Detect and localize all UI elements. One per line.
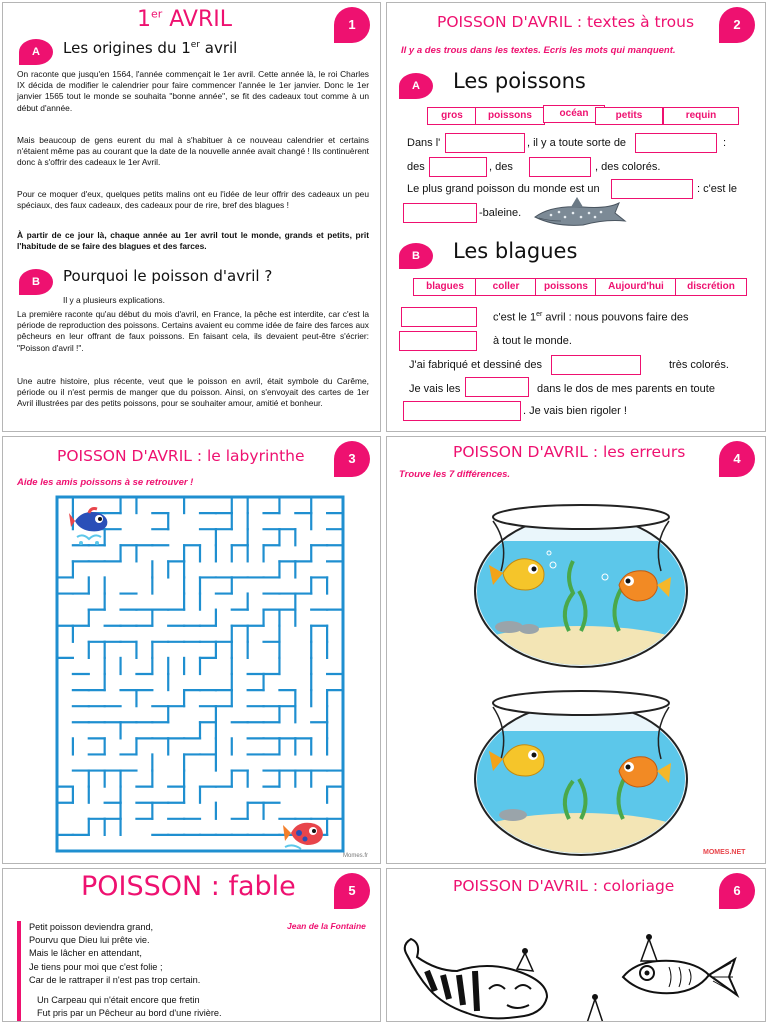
word-chip: Aujourd'hui [595,278,677,296]
answer-blank[interactable] [403,203,477,223]
sentence-text: J'ai fabriqué et dessiné des [409,359,542,371]
whale-shark-illustration [531,195,627,235]
section-title-origins: Les origines du 1er avril [63,39,238,57]
sentence-text: -baleine. [479,207,522,219]
page-title: POISSON D'AVRIL : textes à trous [437,13,695,31]
answer-blank[interactable] [403,401,521,421]
panel-number-badge: 3 [334,441,370,477]
why-fish-intro: Il y a plusieurs explications. [63,295,165,305]
section-badge-a: A [399,73,433,99]
instruction: Aide les amis poissons à se retrouver ! [17,477,194,488]
origins-paragraph-2: Mais beaucoup de gens eurent du mal à s'habituer à ce nouveau calendrier et certains n'étaient même pas au courant que la date de la nouvelle année avait changé ! Ils continuèrent donc à s'offrir des cadeaux le 1er Avril. [17,135,369,168]
panel-maze [2,436,381,864]
author: Jean de la Fontaine [287,921,366,931]
instruction: Il y a des trous dans les textes. Ecris les mots qui manquent. [401,45,676,56]
credit: Momes.fr [343,853,369,859]
origins-bold-paragraph: À partir de ce jour là, chaque année au 1er avril tout le monde, grands et petits, prit l'habitude de se faire des blagues et des farces. [17,230,369,252]
sentence-text: , des [489,161,513,173]
word-chip: poissons [475,107,545,125]
panel-number-badge: 1 [334,7,370,43]
section-title-fish: Les poissons [453,69,586,93]
page-title: POISSON D'AVRIL : le labyrinthe [57,447,305,465]
red-fish-icon [283,813,329,853]
fishbowl-bottom [469,673,693,864]
sentence-text: , des colorés. [595,161,661,173]
why-fish-paragraph-2: Une autre histoire, plus récente, veut que le poisson en avril, était symbole du Carême, période ou il n'est permis de manger que du poisson. Ainsi, on s'envoyait des cartes de 1er Avril illustrées par des petits poissons, pour se souhaiter amour, amitié et bonheur. [17,376,369,409]
instruction: Trouve les 7 différences. [399,469,511,480]
answer-blank[interactable] [429,157,487,177]
sentence-text: . Je vais bien rigoler ! [523,405,627,417]
sentence-text: c'est le 1er avril : nous pouvons faire des [493,311,689,324]
answer-blank[interactable] [529,157,591,177]
sentence-text: Le plus grand poisson du monde est un [407,183,600,195]
section-title-why-fish: Pourquoi le poisson d'avril ? [63,267,273,285]
striped-fish-drawing [397,931,587,1022]
panel-fill-in-blanks [386,2,766,432]
sentence-text: Dans l' [407,137,441,149]
panel-number-badge: 5 [334,873,370,909]
word-chip: océan [543,105,605,123]
fishbowl-top [469,481,693,673]
origins-paragraph: On raconte que jusqu'en 1564, l'année commençait le 1er avril. Cette année là, le roi Charles IX décida de modifier le calendrier pour faire commencer l'année le 1er janvier. Donc le 1er janvier 1565 tout le monde se souhaita "bonne année", se fit des cadeaux tout comme à un début d'année. [17,69,369,113]
panel-number-badge: 4 [719,441,755,477]
answer-blank[interactable] [635,133,717,153]
sentence-text: dans le dos de mes parents en toute [537,383,715,395]
panel-number-badge: 6 [719,873,755,909]
answer-blank[interactable] [401,307,477,327]
credit: MOMES.NET [703,849,746,856]
party-hat-drawing [583,993,607,1022]
word-chip: gros [427,107,477,125]
answer-blank[interactable] [445,133,525,153]
word-chip: blagues [413,278,477,296]
page-title: 1er AVRIL [137,7,233,32]
word-chip: requin [663,107,739,125]
poem-stanza-2: Un Carpeau qui n'était encore que fretin Fut pris par un Pêcheur au bord d'une rivière. [37,995,222,1019]
word-chip: poissons [535,278,597,296]
page-title: POISSON D'AVRIL : coloriage [453,877,675,895]
answer-blank[interactable] [399,331,477,351]
section-badge-b: B [19,269,53,295]
sentence-text: : [723,137,727,149]
panel-coloring [386,868,766,1022]
panel-fable [2,868,381,1022]
panel-differences [386,436,766,864]
answer-blank[interactable] [465,377,529,397]
panel-number-badge: 2 [719,7,755,43]
origins-paragraph-3: Pour ce moquer d'eux, quelques petits malins ont eu l'idée de leur offrir des cadeaux un peu spéciaux, des faux cadeaux, des cadeaux pour de rire, bref des blagues ! [17,189,369,211]
word-chip: coller [475,278,537,296]
sentence-text: à tout le monde. [493,335,572,347]
sentence-text: , il y a toute sorte de [527,137,627,149]
page-title: POISSON D'AVRIL : les erreurs [453,443,686,461]
page-title: POISSON : fable [81,871,296,902]
sentence-text: Je vais les [409,383,461,395]
blue-fish-icon [69,501,113,549]
sentence-text: très colorés. [669,359,729,371]
sentence-text: des [407,161,425,173]
panel-origins [2,2,381,432]
word-chip: discrétion [675,278,747,296]
small-fish-drawing [613,931,743,1011]
answer-blank[interactable] [551,355,641,375]
section-title-jokes: Les blagues [453,239,578,263]
accent-bar [17,921,21,1022]
section-badge-a: A [19,39,53,65]
poem-stanza-1: Petit poisson deviendra grand, Pourvu que Dieu lui prête vie. Mais le lâcher en attendant, Je tiens pour moi que c'est folie ; Car de le rattraper il n'est pas trop certain. [29,922,201,985]
sentence-text: : c'est le [697,183,738,195]
why-fish-paragraph: La première raconte qu'au début du mois d'avril, en France, la pêche est interdite, car c'est la période de reproduction des poissons. Certains avaient eu comme idée de faire des farces aux pêcheurs en leur offrant de faux poissons. En faisant cela, ils devaient peut-être s'écrier: "Poisson d'avril !". [17,309,369,353]
word-chip: petits [595,107,663,125]
section-badge-b: B [399,243,433,269]
